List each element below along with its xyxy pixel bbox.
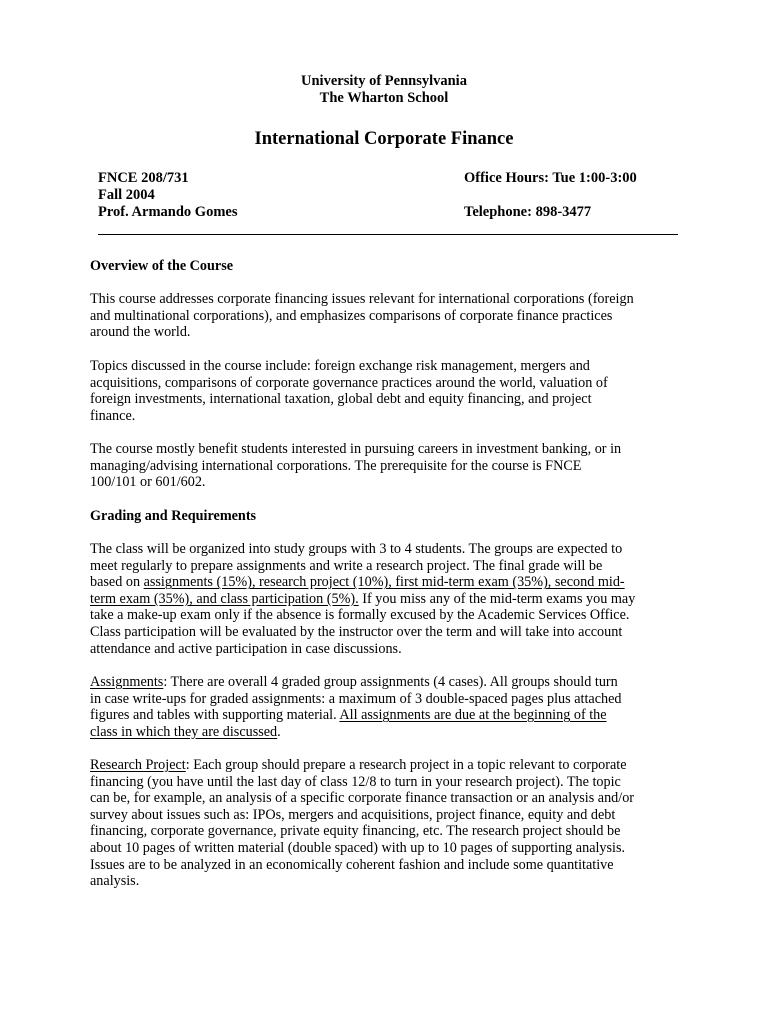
- text-line: [90, 707, 690, 724]
- text-line: take a make-up exam only if the absence is formally excused by the Academic Services Office.: [90, 607, 630, 624]
- term: Fall 2004: [98, 187, 155, 203]
- research-project-label: Research Project: [90, 757, 186, 773]
- text-line: This course addresses corporate financing issues relevant for international corporations (foreign: [90, 291, 634, 307]
- grade-weights-underlined: term exam (35%), and class participation (5%).: [90, 590, 359, 607]
- overview-heading: Overview of the Course: [90, 258, 234, 274]
- text-run: If you miss any of the mid-term exams you may: [358, 590, 636, 607]
- research-project-paragraph: [90, 757, 690, 890]
- header-divider: [98, 234, 678, 235]
- text-run: : There are overall 4 graded group assignments (4 cases). All groups should turn: [163, 674, 618, 690]
- school-name: The Wharton School: [319, 90, 449, 106]
- text-line: meet regularly to prepare assignments and write a research project. The final grade will be: [90, 557, 603, 574]
- text-line: about 10 pages of written material (double spaced) with up to 10 pages of supporting analysis.: [90, 839, 626, 856]
- text-line: Topics discussed in the course include: foreign exchange risk management, mergers and: [90, 358, 590, 374]
- text-line: [90, 591, 690, 608]
- overview-paragraph-3: [90, 441, 690, 491]
- text-line: financing (you have until the last day of class 12/8 to turn in your research project). The topic: [90, 773, 621, 790]
- professor-name: Prof. Armando Gomes: [98, 204, 238, 220]
- text-run: : Each group should prepare a research project in a topic relevant to corporate: [185, 757, 627, 773]
- text-run: .: [277, 723, 281, 740]
- text-line: 100/101 or 601/602.: [90, 474, 206, 491]
- text-line: and multinational corporations), and emphasizes comparisons of corporate finance practices: [90, 307, 613, 324]
- overview-paragraph-2: [90, 358, 690, 424]
- grade-weights-underlined: assignments (15%), research project (10%), first mid-term exam (35%), second mid-: [143, 574, 625, 591]
- text-line: managing/advising international corporations. The prerequisite for the course is FNCE: [90, 457, 582, 474]
- text-line: [90, 674, 690, 691]
- telephone: Telephone: 898-3477: [464, 204, 592, 220]
- text-line: financing, corporate governance, private equity financing, etc. The research project should be: [90, 823, 621, 840]
- text-line: analysis.: [90, 873, 140, 890]
- text-line: around the world.: [90, 324, 191, 341]
- text-line: [90, 574, 690, 591]
- text-line: [90, 757, 690, 774]
- text-line: in case write-ups for graded assignments: a maximum of 3 double-spaced pages plus attached: [90, 690, 622, 707]
- grading-paragraph: [90, 541, 690, 657]
- text-line: can be, for example, an analysis of a specific corporate finance transaction or an analysis and/or: [90, 790, 635, 807]
- text-line: attendance and active participation in case discussions.: [90, 640, 402, 657]
- assignments-label: Assignments: [90, 674, 164, 690]
- text-line: finance.: [90, 407, 136, 424]
- text-line: survey about issues such as: IPOs, mergers and acquisitions, project finance, equity and debt: [90, 806, 616, 823]
- assignments-paragraph: [90, 674, 690, 740]
- text-run: based on: [90, 574, 144, 591]
- office-hours: Office Hours: Tue 1:00-3:00: [464, 170, 637, 186]
- text-line: [90, 724, 690, 741]
- course-code: FNCE 208/731: [98, 170, 189, 186]
- text-line: acquisitions, comparisons of corporate governance practices around the world, valuation of: [90, 374, 608, 391]
- due-date-notice: class in which they are discussed: [90, 723, 278, 740]
- course-title: International Corporate Finance: [254, 129, 514, 149]
- text-line: foreign investments, international taxation, global debt and equity financing, and project: [90, 391, 592, 408]
- text-line: Class participation will be evaluated by the instructor over the term and will take into account: [90, 623, 623, 640]
- due-date-notice: All assignments are due at the beginning of the: [339, 707, 607, 724]
- text-line: Issues are to be analyzed in an economically coherent fashion and include some quantitative: [90, 856, 614, 873]
- text-run: figures and tables with supporting material.: [90, 707, 340, 724]
- overview-paragraph-1: [90, 291, 690, 341]
- text-line: The course mostly benefit students interested in pursuing careers in investment banking, or in: [90, 441, 622, 457]
- grading-heading: Grading and Requirements: [90, 508, 257, 524]
- university-name: University of Pennsylvania: [301, 73, 467, 89]
- text-line: The class will be organized into study groups with 3 to 4 students. The groups are expected to: [90, 541, 623, 557]
